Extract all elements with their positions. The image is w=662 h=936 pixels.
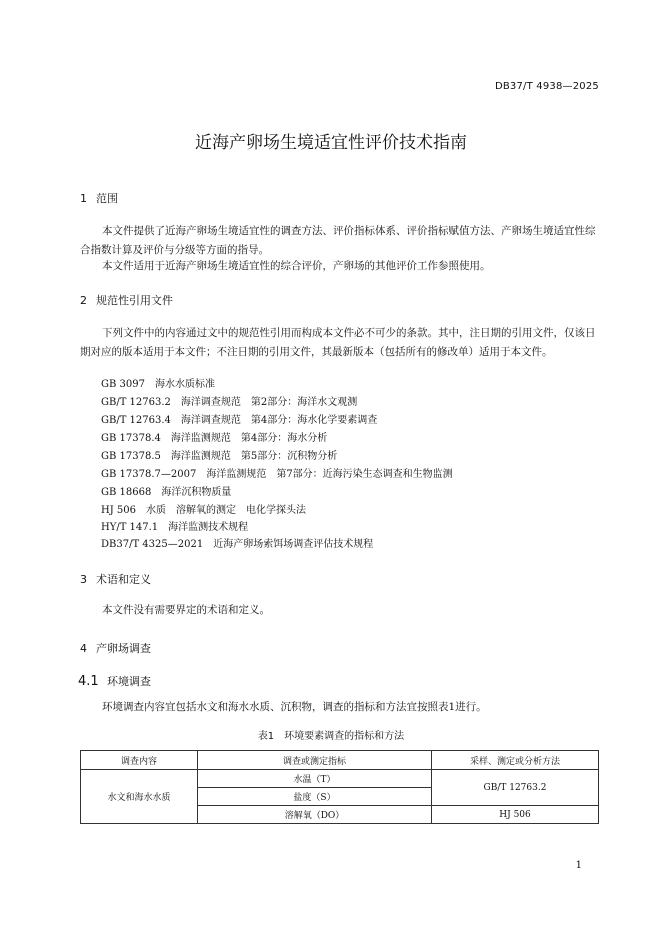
table-cell-indicator: 水温（T） bbox=[198, 770, 432, 788]
table-cell-category: 水文和海水水质 bbox=[81, 770, 198, 824]
document-title: 近海产卵场生境适宜性评价技术指南 bbox=[195, 133, 467, 153]
table-header-row bbox=[81, 751, 599, 770]
table-cell-indicator: 盐度（S） bbox=[198, 788, 432, 806]
section-1-heading bbox=[80, 190, 118, 206]
section-title: 产卵场调查 bbox=[96, 642, 151, 655]
table-row bbox=[81, 770, 599, 788]
page-number: 1 bbox=[575, 860, 582, 871]
section-title: 术语和定义 bbox=[96, 573, 151, 586]
section-3-heading bbox=[80, 571, 151, 587]
subsection-4-1-heading bbox=[78, 673, 151, 689]
section-title: 规范性引用文件 bbox=[96, 294, 173, 307]
reference-item: GB 17378.4 海洋监测规范 第4部分：海水分析 bbox=[101, 433, 328, 444]
reference-item: GB 17378.7—2007 海洋监测规范 第7部分：近海污染生态调查和生物监测 bbox=[101, 469, 453, 480]
section-4-heading bbox=[80, 640, 151, 656]
table-cell-indicator: 溶解氧（DO） bbox=[198, 806, 432, 824]
table-header-cell: 调查或测定指标 bbox=[198, 751, 432, 770]
section-number: 1 bbox=[80, 192, 87, 205]
document-number: DB37/T 4938—2025 bbox=[494, 81, 599, 92]
table-cell-method: GB/T 12763.2 bbox=[432, 770, 599, 806]
reference-item: GB 3097 海水水质标准 bbox=[101, 379, 215, 390]
table-header-cell: 采样、测定或分析方法 bbox=[432, 751, 599, 770]
environment-survey-table bbox=[80, 750, 599, 824]
subsection-4-1-paragraph-1: 环境调查内容宜包括水文和海水水质、沉积物，调查的指标和方法宜按照表1进行。 bbox=[102, 701, 487, 713]
section-1-paragraph-1: 本文件提供了近海产卵场生境适宜性的调查方法、评价指标体系、评价指标赋值方法、产卵场生境适宜性综合指数计算及评价与分级等方面的指导。 bbox=[80, 225, 596, 256]
section-2-heading bbox=[80, 292, 173, 308]
section-number: 4 bbox=[80, 642, 87, 655]
subsection-number: 4.1 bbox=[78, 674, 99, 689]
reference-item: GB/T 12763.4 海洋调查规范 第4部分：海水化学要素调查 bbox=[101, 415, 378, 426]
reference-item: GB 18668 海洋沉积物质量 bbox=[101, 487, 232, 498]
section-number: 2 bbox=[80, 294, 87, 307]
section-1-paragraph-2: 本文件适用于近海产卵场生境适宜性的综合评价，产卵场的其他评价工作参照使用。 bbox=[102, 260, 491, 272]
reference-item: GB 17378.5 海洋监测规范 第5部分：沉积物分析 bbox=[101, 451, 338, 462]
section-number: 3 bbox=[80, 573, 87, 586]
reference-item: DB37/T 4325—2021 近海产卵场索饵场调查评估技术规程 bbox=[101, 539, 374, 550]
reference-item: HJ 506 水质 溶解氧的测定 电化学探头法 bbox=[101, 505, 306, 516]
section-3-paragraph-1: 本文件没有需要界定的术语和定义。 bbox=[102, 604, 270, 616]
table-cell-method: HJ 506 bbox=[432, 806, 599, 824]
section-2-paragraph-1: 下列文件中的内容通过文中的规范性引用而构成本文件必不可少的条款。其中，注日期的引用文件，仅该日期对应的版本适用于本文件；不注日期的引用文件，其最新版本（包括所有的修改单）适用于本文件。 bbox=[80, 327, 596, 358]
table-header-cell: 调查内容 bbox=[81, 751, 198, 770]
reference-item: HY/T 147.1 海洋监测技术规程 bbox=[101, 522, 249, 533]
section-title: 范围 bbox=[96, 192, 118, 205]
table-caption: 表1 环境要素调查的指标和方法 bbox=[257, 731, 405, 742]
subsection-title: 环境调查 bbox=[107, 675, 151, 688]
reference-item: GB/T 12763.2 海洋调查规范 第2部分：海洋水文观测 bbox=[101, 397, 358, 408]
